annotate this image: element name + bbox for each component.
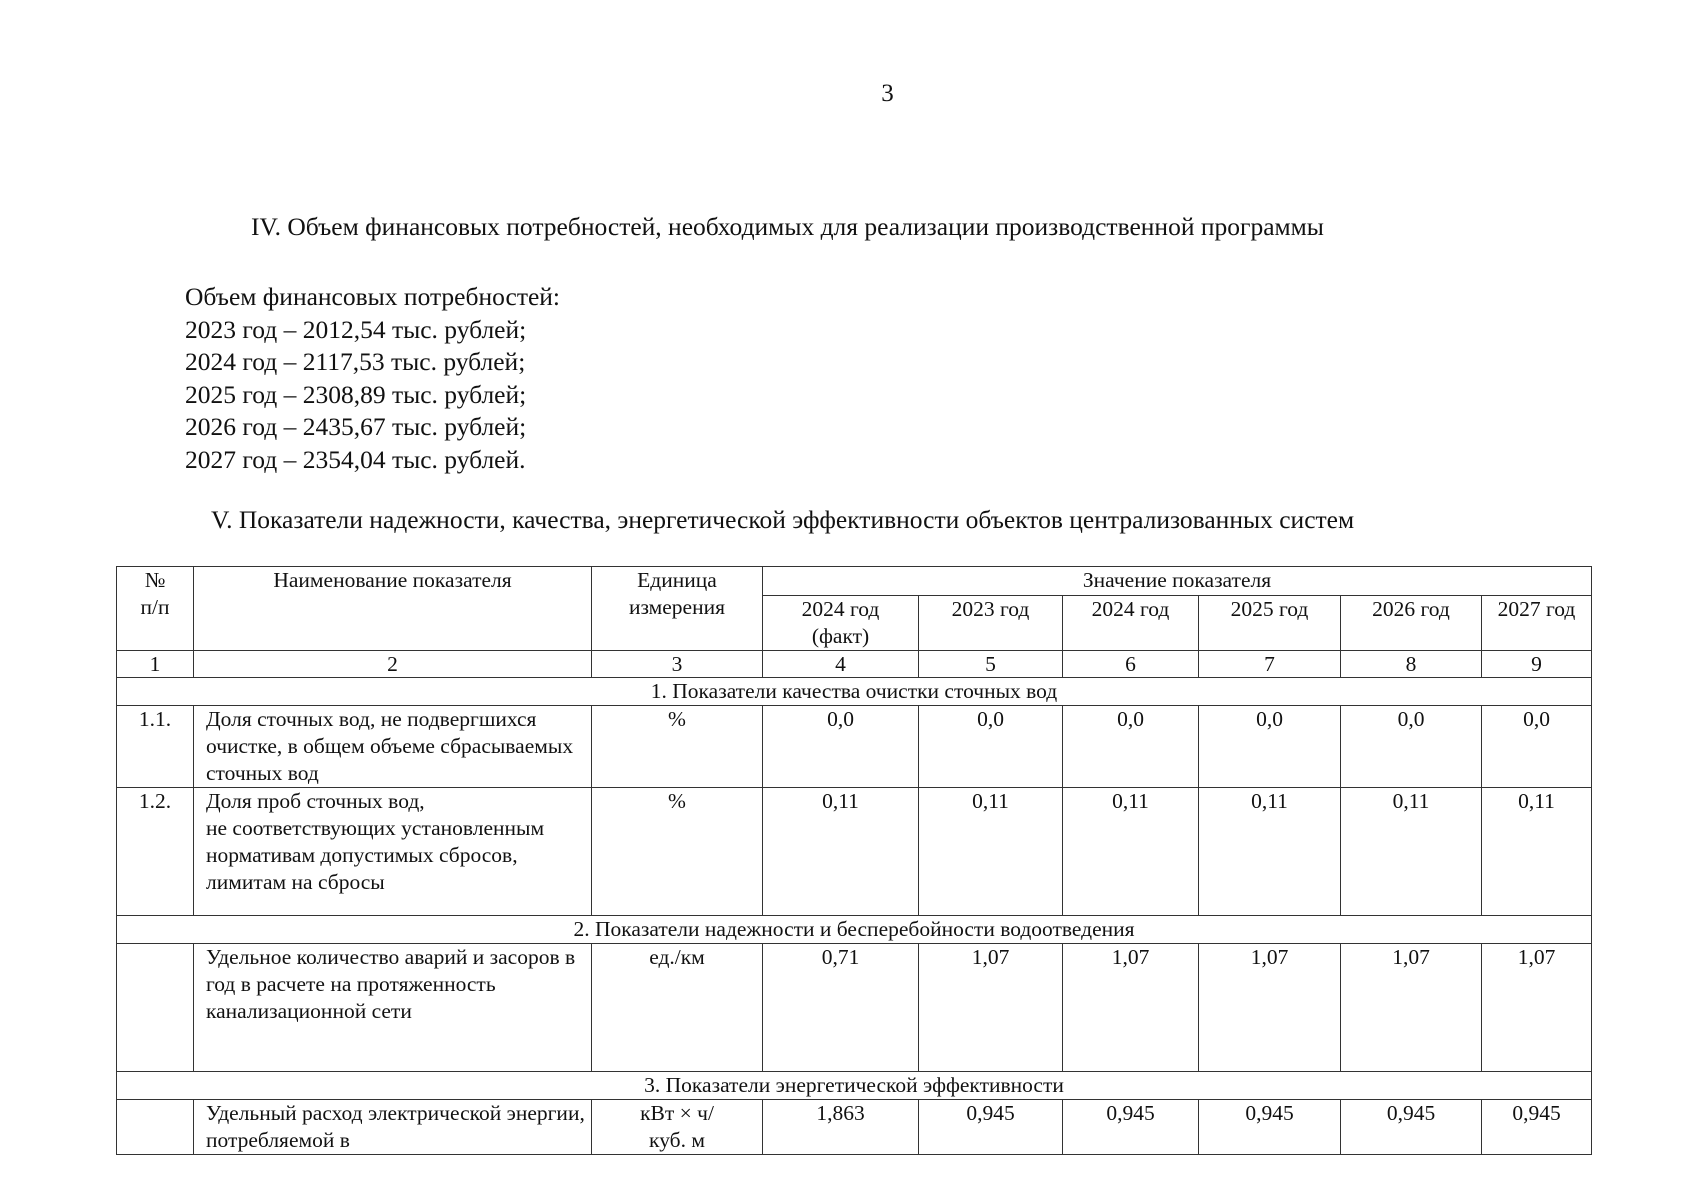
column-number-row (117, 651, 1592, 678)
header-year-1: 2024 год (факт) (763, 596, 919, 651)
value-cell: 1,07 (1482, 944, 1592, 1072)
value-cell: 0,0 (1341, 706, 1482, 788)
value-cell: 1,07 (919, 944, 1063, 1072)
row-number: 1.2. (117, 788, 194, 916)
table-row (117, 944, 1592, 1072)
financial-needs-heading: Объем финансовых потребностей: (185, 282, 561, 311)
section-header-row (117, 678, 1592, 706)
column-number: 2 (194, 651, 592, 678)
financial-needs-2025: 2025 год – 2308,89 тыс. рублей; (185, 379, 527, 409)
section-heading: 1. Показатели качества очистки сточных вод (117, 678, 1592, 706)
value-cell: 1,07 (1063, 944, 1199, 1072)
value-cell: 1,07 (1199, 944, 1341, 1072)
section-4-title: IV. Объем финансовых потребностей, необходимых для реализации производственной программы (251, 212, 1324, 241)
financial-needs-2027: 2027 год – 2354,04 тыс. рублей. (185, 444, 526, 474)
header-name: Наименование показателя (194, 567, 592, 651)
value-cell: 0,0 (1199, 706, 1341, 788)
unit-cell: ед./км (592, 944, 763, 1072)
column-number: 7 (1199, 651, 1341, 678)
section-heading: 3. Показатели энергетической эффективности (117, 1072, 1592, 1100)
value-cell: 0,0 (919, 706, 1063, 788)
value-cell: 0,0 (1482, 706, 1592, 788)
header-year-6: 2027 год (1482, 596, 1592, 651)
unit-cell: % (592, 706, 763, 788)
value-cell: 0,0 (763, 706, 919, 788)
value-cell: 0,11 (763, 788, 919, 916)
table-row (117, 788, 1592, 916)
column-number: 1 (117, 651, 194, 678)
table-row (117, 706, 1592, 788)
value-cell: 0,71 (763, 944, 919, 1072)
value-cell: 1,863 (763, 1100, 919, 1155)
header-year-5: 2026 год (1341, 596, 1482, 651)
indicators-table (116, 566, 1592, 1155)
section-5-title: V. Показатели надежности, качества, энергетической эффективности объектов централизованных систем (211, 505, 1355, 534)
header-year-2: 2023 год (919, 596, 1063, 651)
value-cell: 1,07 (1341, 944, 1482, 1072)
unit-cell: % (592, 788, 763, 916)
value-cell: 0,11 (919, 788, 1063, 916)
financial-needs-2023: 2023 год – 2012,54 тыс. рублей; (185, 314, 527, 344)
value-cell: 0,945 (919, 1100, 1063, 1155)
header-num: № п/п (117, 567, 194, 651)
row-number (117, 944, 194, 1072)
header-value-group: Значение показателя (763, 567, 1592, 596)
row-number (117, 1100, 194, 1155)
column-number: 4 (763, 651, 919, 678)
financial-needs-2026: 2026 год – 2435,67 тыс. рублей; (185, 412, 527, 441)
column-number: 3 (592, 651, 763, 678)
value-cell: 0,945 (1482, 1100, 1592, 1155)
indicator-name: Доля сточных вод, не подвергшихся очистке, в общем объеме сбрасываемых сточных вод (194, 706, 592, 788)
value-cell: 0,11 (1341, 788, 1482, 916)
column-number: 5 (919, 651, 1063, 678)
indicator-name: Удельное количество аварий и засоров в год в расчете на протяженность канализационной сети (194, 944, 592, 1072)
value-cell: 0,945 (1341, 1100, 1482, 1155)
indicator-name: Удельный расход электрической энергии, потребляемой в (194, 1100, 592, 1155)
section-header-row (117, 916, 1592, 944)
column-number: 9 (1482, 651, 1592, 678)
column-number: 8 (1341, 651, 1482, 678)
header-unit: Единица измерения (592, 567, 763, 651)
value-cell: 0,11 (1199, 788, 1341, 916)
header-row-1 (117, 567, 1592, 596)
page-number: 3 (881, 80, 894, 107)
indicator-name: Доля проб сточных вод, не соответствующих установленным нормативам допустимых сбросов, лимитам на сбросы (194, 788, 592, 916)
value-cell: 0,0 (1063, 706, 1199, 788)
column-number: 6 (1063, 651, 1199, 678)
value-cell: 0,945 (1199, 1100, 1341, 1155)
value-cell: 0,11 (1063, 788, 1199, 916)
value-cell: 0,11 (1482, 788, 1592, 916)
value-cell: 0,945 (1063, 1100, 1199, 1155)
row-number: 1.1. (117, 706, 194, 788)
financial-needs-block (185, 281, 560, 476)
financial-needs-2024: 2024 год – 2117,53 тыс. рублей; (185, 347, 526, 376)
section-header-row (117, 1072, 1592, 1100)
section-heading: 2. Показатели надежности и бесперебойности водоотведения (117, 916, 1592, 944)
header-year-4: 2025 год (1199, 596, 1341, 651)
header-year-3: 2024 год (1063, 596, 1199, 651)
unit-cell: кВт × ч/ куб. м (592, 1100, 763, 1155)
table-row (117, 1100, 1592, 1155)
